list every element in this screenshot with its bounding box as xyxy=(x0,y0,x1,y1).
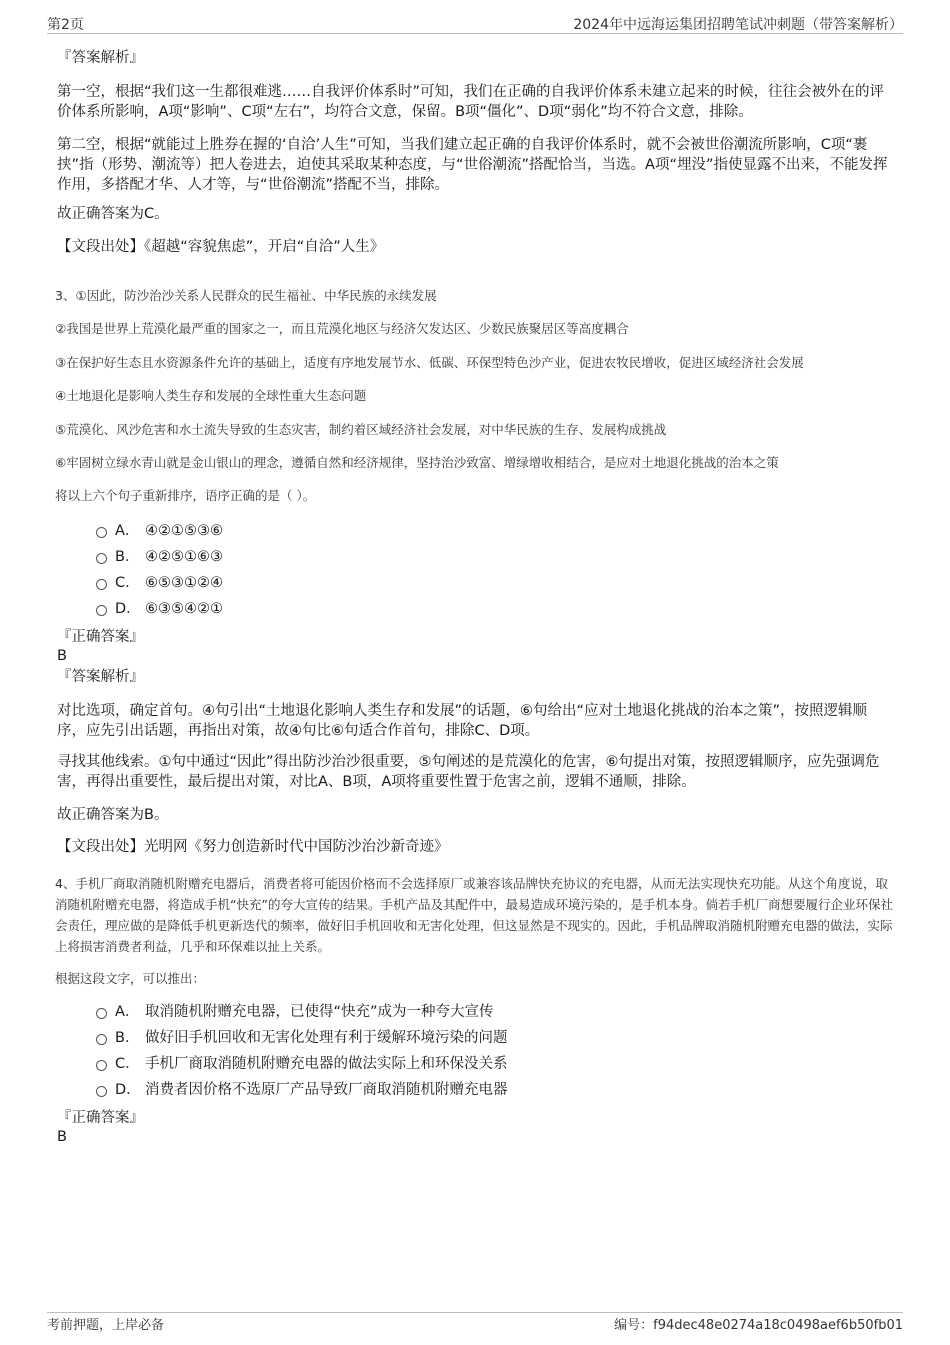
document-title: 2024年中远海运集团招聘笔试冲刺题（带答案解析） xyxy=(573,17,903,33)
question-passage: 4、手机厂商取消随机附赠充电器后，消费者将可能因价格而不会选择原厂或兼容该品牌快充协议的充电器，从而无法实现快充功能。从这个角度说，取消随机附赠充电器，将造成手机“快充”的夸大宣传的结果。手机产品及其配件中，最易造成环境污染的，是手机本身。倘若手机厂商想要履行企业环保社会责任，理应做的是降低手机更新迭代的频率，做好旧手机回收和无害化处理，但这显然是不现实的。因此，手机品牌取消随机附赠充电器的做法，实际上将损害消费者利益，几乎和环保难以扯上关系。 xyxy=(55,876,893,954)
radio-button[interactable] xyxy=(96,1034,107,1045)
analysis-paragraph: 寻找其他线索。①句中通过“因此”得出防沙治沙很重要，⑤句阐述的是荒漠化的危害，⑥句提出对策，按照逻辑顺序，应先强调危害，再得出重要性，最后提出对策，对比A、B项，A项将重要性置于危害之前，逻辑不通顺，排除。 xyxy=(57,754,880,790)
analysis-paragraph: 第一空，根据“我们这一生都很难逃……自我评价体系时”可知，我们在正确的自我评价体系未建立起来的时候，往往会被外在的评价体系所影响，A项“影响”、C项“左右”，均符合文意，保留。B项“僵化”、D项“弱化”均不符合文意，排除。 xyxy=(57,84,885,120)
source-citation: 【文段出处】光明网《努力创造新时代中国防沙治沙新奇迹》 xyxy=(57,839,449,855)
question-sentence: ②我国是世界上荒漠化最严重的国家之一，而且荒漠化地区与经济欠发达区、少数民族聚居区等高度耦合 xyxy=(55,321,629,336)
option-a[interactable]: A． 取消随机附赠充电器，已使得“快充”成为一种夸大宣传 xyxy=(96,1002,494,1022)
question-sentence: ③在保护好生态且水资源条件允许的基础上，适度有序地发展节水、低碳、环保型特色沙产业，促进农牧民增收，促进区域经济社会发展 xyxy=(55,355,804,370)
option-d[interactable]: D． 消费者因价格不选原厂产品导致厂商取消随机附赠充电器 xyxy=(96,1080,508,1100)
correct-answer-label: 『正确答案』 xyxy=(57,1110,144,1126)
radio-button[interactable] xyxy=(96,1008,107,1019)
radio-button[interactable] xyxy=(96,527,107,538)
correct-answer: B xyxy=(57,648,67,664)
radio-button[interactable] xyxy=(96,579,107,590)
source-citation: 【文段出处】《超越“容貌焦虑”，开启“自洽”人生》 xyxy=(57,239,385,255)
analysis-paragraph: 第二空，根据“就能过上胜券在握的‘自洽’人生”可知，当我们建立起正确的自我评价体系时，就不会被世俗潮流所影响，C项“裹挟”指（形势、潮流等）把人卷进去，迫使其采取某种态度，与“世俗潮流”搭配恰当，当选。A项“埋没”指使显露不出来，不能发挥作用，多搭配才华、人才等，与“世俗潮流”搭配不当，排除。 xyxy=(57,137,888,193)
conclusion-text: 故正确答案为C。 xyxy=(57,206,169,222)
option-c[interactable]: C． 手机厂商取消随机附赠充电器的做法实际上和环保没关系 xyxy=(96,1054,508,1074)
footer-divider xyxy=(47,1312,903,1313)
analysis-paragraph: 对比选项，确定首句。④句引出“土地退化影响人类生存和发展”的话题，⑥句给出“应对土地退化挑战的治本之策”，按照逻辑顺序，应先引出话题，再指出对策，故④句比⑥句适合作首句，排除C、D项。 xyxy=(57,703,868,739)
question-sentence: ⑤荒漠化、风沙危害和水土流失导致的生态灾害，制约着区域经济社会发展，对中华民族的生存、发展构成挑战 xyxy=(55,422,667,437)
question-sentence: ⑥牢固树立绿水青山就是金山银山的理念，遵循自然和经济规律，坚持治沙致富、增绿增收相结合，是应对土地退化挑战的治本之策 xyxy=(55,455,779,470)
question-prompt: 将以上六个句子重新排序，语序正确的是（ ）。 xyxy=(55,488,316,503)
radio-button[interactable] xyxy=(96,553,107,564)
question-sentence: 3、①因此，防沙治沙关系人民群众的民生福祉、中华民族的永续发展 xyxy=(55,288,437,303)
radio-button[interactable] xyxy=(96,605,107,616)
option-b[interactable]: B． ④②⑤①⑥③ xyxy=(96,547,223,567)
question-prompt: 根据这段文字，可以推出： xyxy=(55,971,206,986)
option-c[interactable]: C． ⑥⑤③①②④ xyxy=(96,573,223,593)
header-divider xyxy=(47,33,903,34)
footer-slogan: 考前押题，上岸必备 xyxy=(47,1318,165,1333)
analysis-label: 『答案解析』 xyxy=(57,50,144,66)
radio-button[interactable] xyxy=(96,1086,107,1097)
radio-button[interactable] xyxy=(96,1060,107,1071)
conclusion-text: 故正确答案为B。 xyxy=(57,807,169,823)
analysis-label: 『答案解析』 xyxy=(57,669,144,685)
correct-answer-label: 『正确答案』 xyxy=(57,629,144,645)
option-b[interactable]: B． 做好旧手机回收和无害化处理有利于缓解环境污染的问题 xyxy=(96,1028,508,1048)
document-id: 编号：f94dec48e0274a18c0498aef6b50fb01 xyxy=(614,1318,903,1333)
question-sentence: ④土地退化是影响人类生存和发展的全球性重大生态问题 xyxy=(55,388,367,403)
option-d[interactable]: D． ⑥③⑤④②① xyxy=(96,599,223,619)
correct-answer: B xyxy=(57,1129,67,1145)
option-a[interactable]: A． ④②①⑤③⑥ xyxy=(96,521,223,541)
page-number: 第2页 xyxy=(47,17,84,33)
